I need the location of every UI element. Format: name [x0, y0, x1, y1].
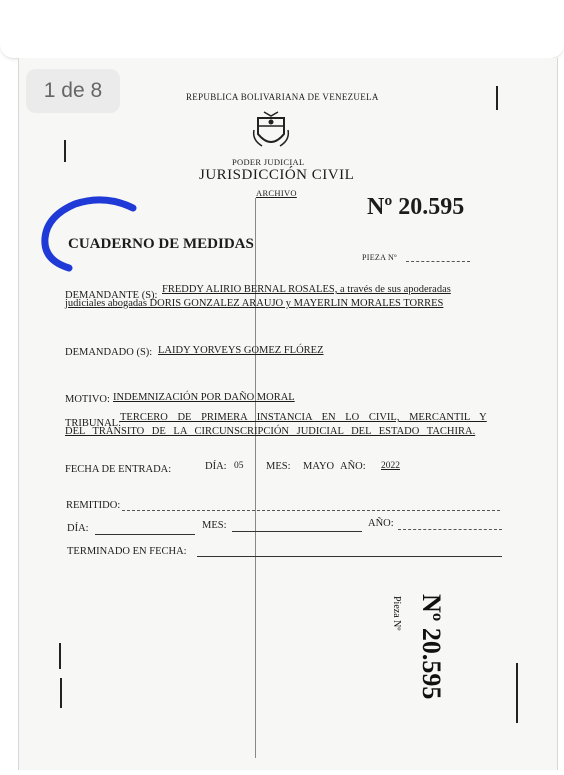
- archive-heading: ARCHIVO: [256, 188, 297, 198]
- coat-of-arms-icon: [250, 110, 292, 152]
- demandado-label: DEMANDADO (S):: [65, 347, 153, 358]
- terminado-label: TERMINADO EN FECHA:: [67, 546, 187, 557]
- power-heading: PODER JUDICIAL: [232, 157, 305, 167]
- mes-value: MAYO: [303, 461, 335, 472]
- notebook-title: CUADERNO DE MEDIDAS: [68, 236, 254, 252]
- pieza-line: [406, 261, 470, 262]
- edge-mark: [64, 140, 66, 162]
- dia-label: DÍA:: [205, 461, 227, 472]
- remitido-line: [122, 510, 500, 511]
- terminado-line: [197, 556, 502, 557]
- tribunal-line2: DEL TRÁNSITO DE LA CIRCUNSCRIPCIÓN JUDICIAL DEL ESTADO TACHIRA.: [65, 426, 476, 437]
- jurisdiction-heading: JURISDICCIÓN CIVIL: [199, 167, 355, 183]
- mes2-label: MES:: [202, 520, 227, 531]
- case-number: Nº 20.595: [367, 194, 465, 220]
- dia-value: 05: [234, 461, 244, 471]
- fold-line: [255, 198, 256, 758]
- viewer-top-bar: [0, 0, 564, 59]
- mes2-line: [232, 531, 362, 532]
- edge-mark: [516, 663, 518, 723]
- mes-label: MES:: [266, 461, 291, 472]
- ano-label: AÑO:: [340, 461, 366, 472]
- dia2-line: [95, 534, 195, 535]
- spine-case-number: Nº 20.595: [417, 594, 446, 700]
- fecha-entrada-label: FECHA DE ENTRADA:: [65, 464, 172, 475]
- pieza-label: PIEZA Nº: [362, 253, 397, 262]
- demandante-line2: judiciales abogadas DORIS GONZALEZ ARAUJO y MAYERLIN MORALES TORRES: [65, 298, 444, 309]
- tribunal-label: TRIBUNAL:: [65, 418, 121, 429]
- demandante-label: DEMANDANTE (S):: [65, 290, 158, 301]
- spine-pieza-label: Pieza Nº: [391, 596, 402, 631]
- ano2-line: [398, 529, 502, 530]
- hand-drawn-bracket-annotation: [35, 190, 145, 275]
- ano2-label: AÑO:: [368, 518, 394, 529]
- demandante-line1: FREDDY ALIRIO BERNAL ROSALES, a través de sus apoderadas: [162, 284, 451, 295]
- remitido-label: REMITIDO:: [66, 500, 121, 511]
- edge-mark: [60, 678, 62, 708]
- motivo-label: MOTIVO:: [65, 394, 110, 405]
- tribunal-line1: TERCERO DE PRIMERA INSTANCIA EN LO CIVIL, MERCANTIL Y: [120, 412, 487, 423]
- edge-mark: [496, 86, 498, 110]
- edge-mark: [59, 643, 61, 669]
- page-indicator: 1 de 8: [26, 69, 120, 113]
- motivo-value: INDEMNIZACIÓN POR DAÑO MORAL: [113, 392, 295, 403]
- demandado-value: LAIDY YORVEYS GOMEZ FLÓREZ: [158, 345, 324, 356]
- dia2-label: DÍA:: [67, 523, 89, 534]
- republic-heading: REPUBLICA BOLIVARIANA DE VENEZUELA: [186, 92, 379, 102]
- ano-value: 2022: [381, 461, 400, 471]
